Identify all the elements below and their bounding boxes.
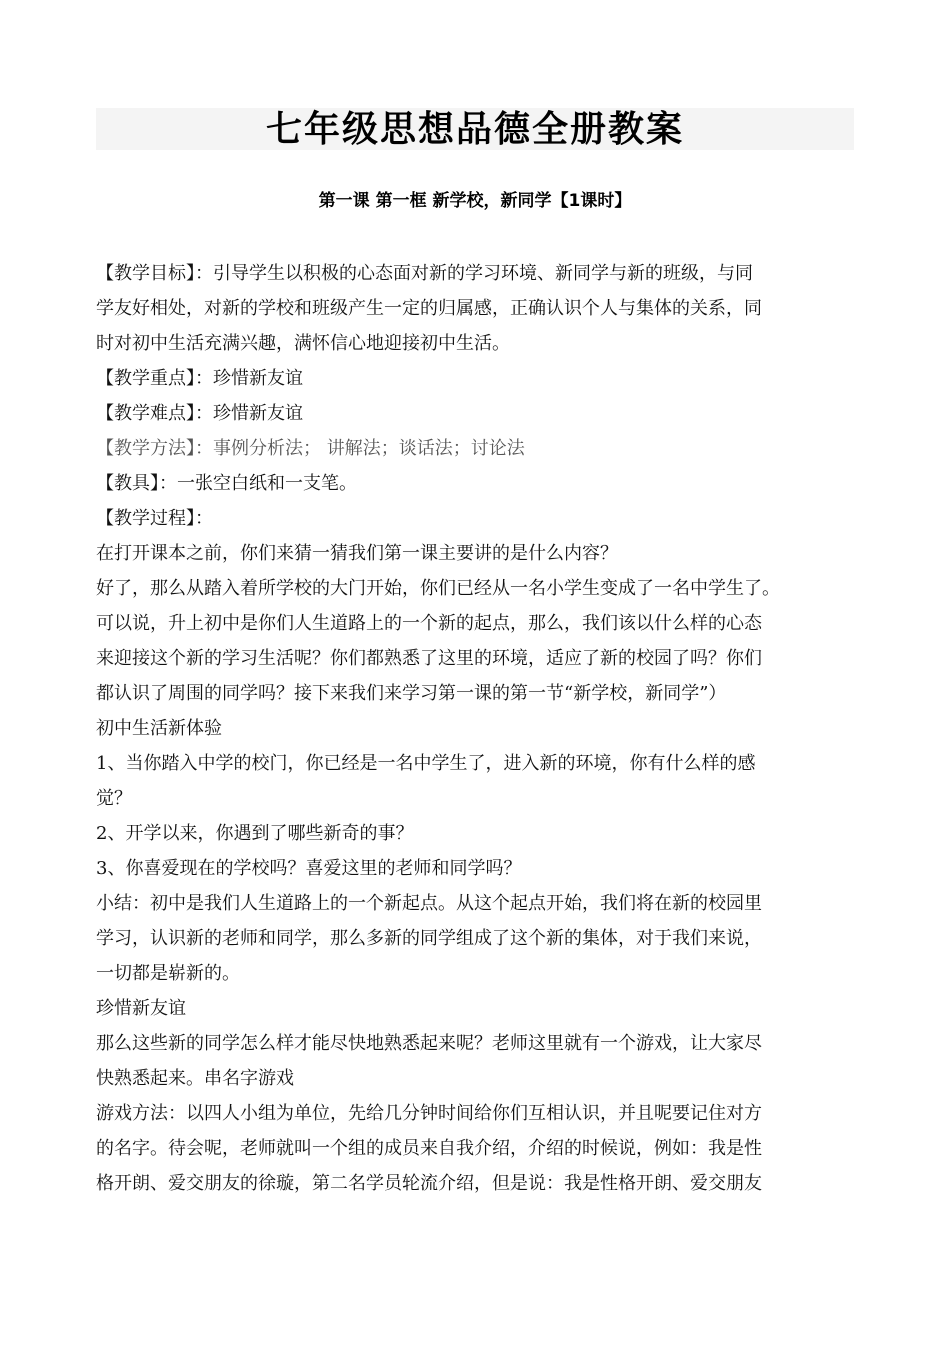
body-line: 都认识了周围的同学吗？接下来我们来学习第一课的第一节“新学校，新同学”） xyxy=(96,683,727,704)
section-heading: 初中生活新体验 xyxy=(96,718,222,739)
body-line: 【教学过程】： xyxy=(96,508,213,529)
body-line: 2、开学以来，你遇到了哪些新奇的事？ xyxy=(96,823,414,844)
body-line: 格开朗、爱交朋友的徐璇，第二名学员轮流介绍，但是说：我是性格开朗、爱交朋友 xyxy=(96,1173,762,1194)
section-heading: 珍惜新友谊 xyxy=(96,998,186,1019)
body-line: 觉？ xyxy=(96,788,132,809)
body-line: 1、当你踏入中学的校门，你已经是一名中学生了，进入新的环境，你有什么样的感 xyxy=(96,753,756,774)
body-line: 小结：初中是我们人生道路上的一个新起点。从这个起点开始，我们将在新的校园里 xyxy=(96,893,762,914)
body-line: 时对初中生活充满兴趣，满怀信心地迎接初中生活。 xyxy=(96,333,510,354)
body-line: 学习，认识新的老师和同学，那么多新的同学组成了这个新的集体，对于我们来说， xyxy=(96,928,762,949)
body-line: 快熟悉起来。串名字游戏 xyxy=(96,1068,294,1089)
body-line: 【教学难点】：珍惜新友谊 xyxy=(96,403,303,424)
body-line: 【教学重点】：珍惜新友谊 xyxy=(96,368,303,389)
body-line: 那么这些新的同学怎么样才能尽快地熟悉起来呢？老师这里就有一个游戏，让大家尽 xyxy=(96,1033,762,1054)
body-line: 好了，那么从踏入着所学校的大门开始，你们已经从一名小学生变成了一名中学生了。 xyxy=(96,578,780,599)
body-line: 一切都是崭新的。 xyxy=(96,963,240,984)
body-line: 学友好相处，对新的学校和班级产生一定的归属感，正确认识个人与集体的关系，同 xyxy=(96,298,762,319)
body-line: 3、你喜爱现在的学校吗？喜爱这里的老师和同学吗？ xyxy=(96,858,522,879)
body-line: 【教学方法】：事例分析法； 讲解法；谈话法；讨论法 xyxy=(96,438,525,459)
document-title: 七年级思想品德全册教案 xyxy=(265,109,684,150)
lesson-title: 第一课 第一框 新学校，新同学【1课时】 xyxy=(318,191,632,211)
body-line: 在打开课本之前，你们来猜一猜我们第一课主要讲的是什么内容？ xyxy=(96,543,618,564)
body-line: 来迎接这个新的学习生活呢？你们都熟悉了这里的环境，适应了新的校园了吗？你们 xyxy=(96,648,762,669)
document-body xyxy=(96,256,896,1201)
body-line: 【教具】：一张空白纸和一支笔。 xyxy=(96,473,357,494)
body-line: 可以说，升上初中是你们人生道路上的一个新的起点，那么，我们该以什么样的心态 xyxy=(96,613,762,634)
body-line: 【教学目标】：引导学生以积极的心态面对新的学习环境、新同学与新的班级，与同 xyxy=(96,263,753,284)
body-line: 的名字。待会呢，老师就叫一个组的成员来自我介绍，介绍的时候说，例如：我是性 xyxy=(96,1138,762,1159)
body-line: 游戏方法：以四人小组为单位，先给几分钟时间给你们互相认识，并且呢要记住对方 xyxy=(96,1103,762,1124)
